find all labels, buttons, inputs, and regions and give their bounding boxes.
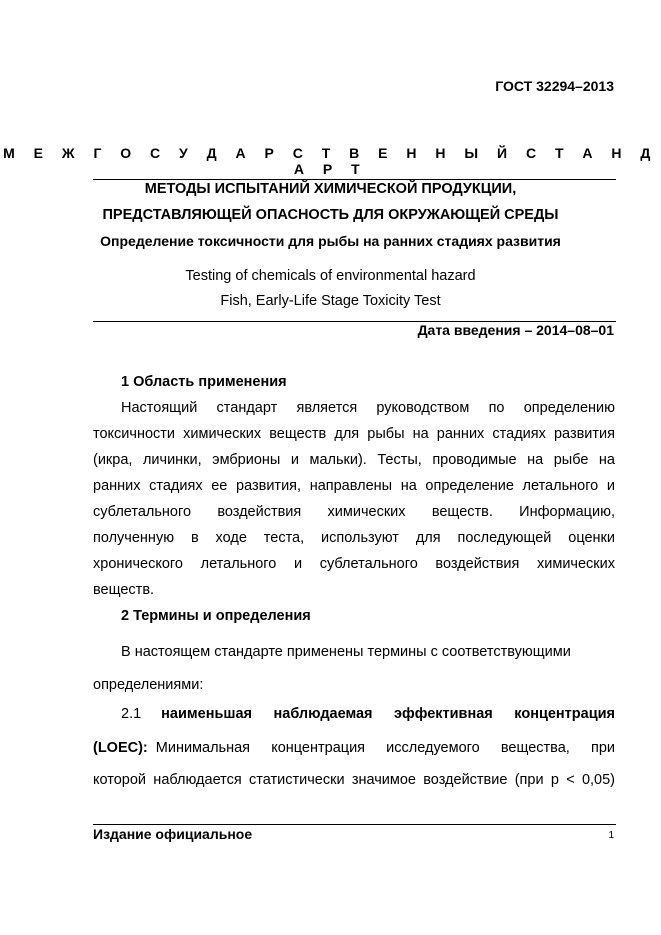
section-1-line: сублетального воздействия химических веществ. Информацию, bbox=[93, 504, 615, 520]
section-1-line: ранних стадиях ее развития, направлены на определение летального и bbox=[93, 478, 615, 494]
term-name: наименьшая наблюдаемая эффективная концентрация bbox=[161, 706, 615, 722]
term-number: 2.1 bbox=[121, 706, 142, 722]
term-abbreviation: (LOEC): bbox=[93, 740, 148, 756]
title-line-2: ПРЕДСТАВЛЯЮЩЕЙ ОПАСНОСТЬ ДЛЯ ОКРУЖАЮЩЕЙ СРЕДЫ bbox=[102, 207, 559, 223]
top-divider bbox=[93, 179, 616, 180]
term-2-1-definition-line bbox=[93, 740, 615, 757]
section-1-line: полученную в ходе теста, используют для последующей оценки bbox=[93, 530, 615, 546]
section-2-intro: В настоящем стандарте применены термины с соответствующими bbox=[121, 644, 571, 660]
term-2-1-heading bbox=[93, 706, 615, 723]
term-2-1-definition-line: которой наблюдается статистически значимое воздействие (при p < 0,05) bbox=[93, 772, 615, 788]
standard-kind-heading: М Е Ж Г О С У Д А Р С Т В Е Н Н Ы Й С Т А Н Д А Р Т bbox=[3, 145, 658, 177]
section-1-line: Настоящий стандарт является руководством по определению bbox=[121, 400, 615, 416]
footer-divider bbox=[93, 824, 616, 825]
section-2-heading: 2 Термины и определения bbox=[121, 608, 311, 624]
title-line-1: МЕТОДЫ ИСПЫТАНИЙ ХИМИЧЕСКОЙ ПРОДУКЦИИ, bbox=[144, 181, 517, 197]
document-number: ГОСТ 32294–2013 bbox=[495, 78, 614, 94]
english-title-line-2: Fish, Early-Life Stage Toxicity Test bbox=[220, 293, 441, 309]
section-1-line: веществ. bbox=[93, 582, 155, 598]
section-2-intro: определениями: bbox=[93, 677, 204, 693]
section-1-heading: 1 Область применения bbox=[121, 374, 287, 390]
page-number: 1 bbox=[608, 830, 614, 841]
definition-text: Минимальная концентрация исследуемого вещества, при bbox=[155, 740, 615, 756]
english-title-line-1: Testing of chemicals of environmental hazard bbox=[185, 268, 476, 284]
section-1-line: хронического летального и сублетального воздействия химических bbox=[93, 556, 615, 572]
effective-date: Дата введения – 2014–08–01 bbox=[417, 322, 614, 338]
section-1-line: (икра, личинки, эмбрионы и мальки). Тесты, проводимые на рыбе на bbox=[93, 452, 615, 468]
section-1-line: токсичности химических веществ для рыбы на ранних стадиях развития bbox=[93, 426, 615, 442]
subtitle: Определение токсичности для рыбы на ранних стадиях развития bbox=[100, 233, 561, 249]
official-edition-label: Издание официальное bbox=[93, 826, 253, 842]
